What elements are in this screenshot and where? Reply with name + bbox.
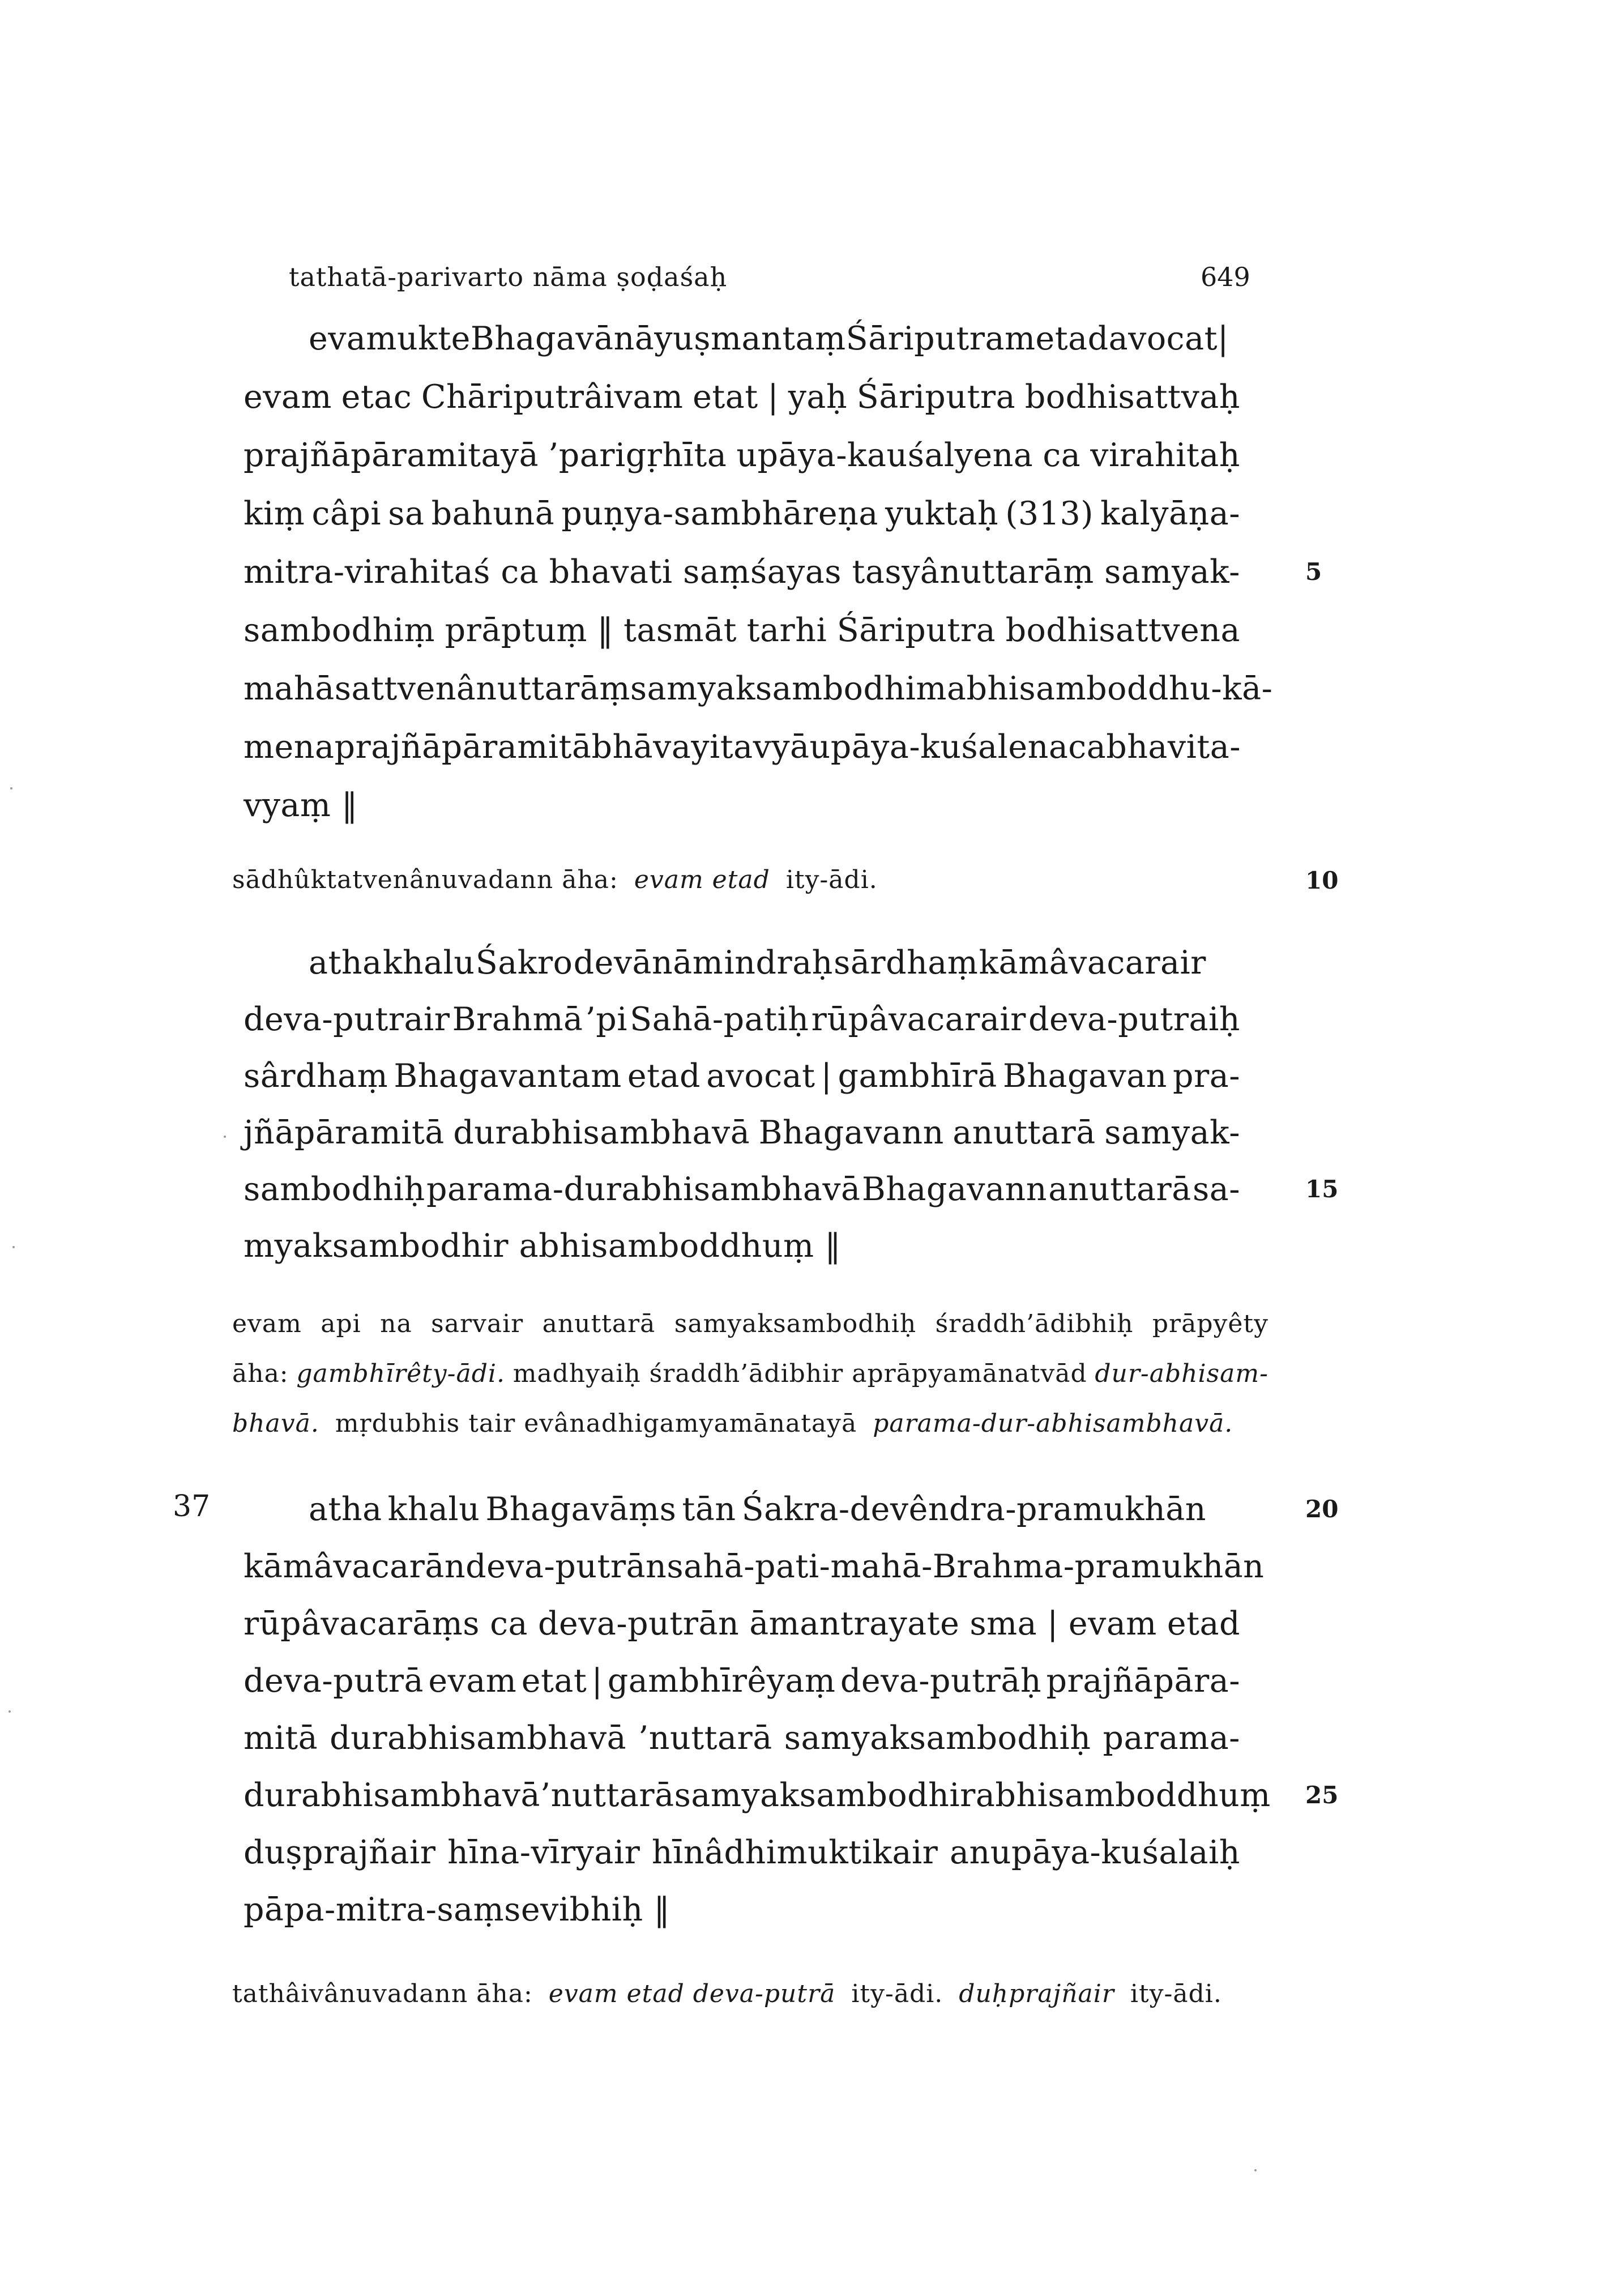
word: | <box>1217 320 1229 357</box>
text-line <box>244 1001 1240 1038</box>
word: durabhisambhavā <box>330 1719 627 1757</box>
word: ’nuttarā <box>638 1719 772 1757</box>
word: sambodhiḥ <box>244 1171 425 1208</box>
word: samyaksambodhir <box>674 1777 976 1814</box>
commentary-lead: sādhûktatvenânuvadann āha: <box>232 865 618 894</box>
word: ca <box>490 1605 528 1642</box>
text-line <box>309 944 1206 981</box>
word: sa- <box>1192 1171 1240 1208</box>
word: | <box>767 378 779 416</box>
word: Śakra-devêndra-pramukhān <box>741 1491 1206 1528</box>
word: kāmâvacarān <box>244 1548 466 1585</box>
text-line <box>309 1491 1206 1528</box>
word: atha <box>309 1491 382 1528</box>
commentary-quote: dur-abhisam- <box>1095 1359 1268 1388</box>
word: tān <box>682 1491 736 1528</box>
section-number: 37 <box>173 1490 211 1523</box>
word: ca <box>1043 437 1081 474</box>
word: | <box>821 1057 832 1095</box>
text-line <box>244 1057 1240 1095</box>
text-line <box>244 378 1240 416</box>
word: khalu <box>382 944 475 981</box>
text-line: pāpa-mitra-saṃsevibhiḥ ‖ <box>244 1891 670 1928</box>
word: Sahā-patiḥ <box>630 1001 809 1038</box>
text-line <box>244 437 1240 474</box>
text-line <box>244 612 1240 649</box>
commentary-quote: evam etad <box>634 865 770 894</box>
word: upāya-kuśalena <box>809 728 1069 766</box>
commentary-line <box>232 1359 1268 1388</box>
commentary-1 <box>232 865 1268 894</box>
text-line <box>244 495 1240 532</box>
word: Śakro <box>475 944 573 981</box>
word: câpi <box>311 495 382 532</box>
word: Bhagavantam <box>394 1057 622 1095</box>
word: samyak- <box>1104 1114 1240 1151</box>
word: na <box>380 1309 412 1338</box>
word: atha <box>309 944 382 981</box>
commentary-line <box>232 1309 1268 1338</box>
word: bodhisattvena <box>1005 612 1240 649</box>
text-line <box>244 1834 1240 1871</box>
word: abhisamboddhuṃ <box>975 1777 1271 1814</box>
word: prāptuṃ <box>445 612 587 649</box>
page-number: 649 <box>1201 262 1250 292</box>
word: jñāpāramitā <box>244 1114 445 1151</box>
word: avocat <box>706 1057 815 1095</box>
commentary-quote: duḥprajñair <box>959 1979 1114 2008</box>
word: abhisamboddhu-kā- <box>946 670 1273 707</box>
word: | <box>591 1662 603 1700</box>
word: Chāriputrâivam <box>421 378 684 416</box>
word: Bhagavan <box>1002 1057 1167 1095</box>
word: hīna-vīryair <box>447 1834 640 1871</box>
word: anuttarā <box>1048 1171 1191 1208</box>
commentary-quote: evam etad deva-putrā <box>548 1979 836 2008</box>
word: bahunā <box>431 495 555 532</box>
word: sârdhaṃ <box>244 1057 388 1095</box>
word: Bhagavāṃs <box>485 1491 677 1528</box>
word: śraddh’ādibhiḥ <box>935 1309 1134 1338</box>
margin-line-number: 15 <box>1305 1175 1339 1203</box>
word: Bhagavān <box>470 320 635 357</box>
word: deva-putrair <box>244 1001 450 1038</box>
scan-speck <box>12 1246 15 1248</box>
word: parama- <box>1103 1719 1240 1757</box>
word: bodhisattvaḥ <box>1024 378 1240 416</box>
word: gambhīrêyaṃ <box>607 1662 836 1700</box>
word: sma <box>969 1605 1037 1642</box>
margin-line-number: 25 <box>1305 1781 1339 1809</box>
scan-speck <box>1254 2169 1257 2171</box>
word: samyak- <box>1104 553 1240 591</box>
word: sārdhaṃ <box>834 944 979 981</box>
word: Śāriputra <box>836 612 996 649</box>
margin-line-number: 20 <box>1305 1495 1339 1523</box>
word: etad <box>1167 1605 1240 1642</box>
word: etad <box>627 1057 701 1095</box>
word: upāya-kauśalyena <box>736 437 1033 474</box>
text-line <box>244 1662 1240 1700</box>
word: evam <box>309 320 397 357</box>
word: yaḥ <box>788 378 848 416</box>
word: etat <box>521 1662 587 1700</box>
word: prajñāpāramitayā <box>244 437 539 474</box>
word: ’parigṛhīta <box>548 437 727 474</box>
word: prāpyêty <box>1152 1309 1268 1338</box>
word: etac <box>341 378 412 416</box>
scan-speck <box>224 1136 226 1138</box>
commentary-quote: parama-dur-abhisambhavā. <box>873 1409 1233 1438</box>
word: hīnâdhimuktikair <box>651 1834 938 1871</box>
word: deva-putraiḥ <box>1028 1001 1240 1038</box>
word: mena <box>244 728 335 766</box>
commentary-quote: bhavā. <box>232 1409 319 1438</box>
word: khalu <box>387 1491 480 1528</box>
word: ukte <box>396 320 471 357</box>
word: evam <box>232 1309 302 1338</box>
word: deva-putrāḥ <box>840 1662 1042 1700</box>
commentary-tail: ity-ādi. <box>785 865 878 894</box>
word: gambhīrā <box>838 1057 997 1095</box>
word: Bhagavann <box>861 1171 1047 1208</box>
word: tasyânuttarāṃ <box>852 553 1094 591</box>
word: Brahmā <box>452 1001 583 1038</box>
running-header: tathatā-parivarto nāma ṣoḍaśaḥ <box>289 262 728 292</box>
word: ‖ <box>597 612 614 649</box>
word: tarhi <box>746 612 827 649</box>
word: | <box>1047 1605 1058 1642</box>
word: (313) <box>1005 495 1094 532</box>
word: āyuṣmantaṃ <box>634 320 846 357</box>
word: samyaksambodhiḥ <box>784 1719 1091 1757</box>
word: ’pi <box>585 1001 628 1038</box>
word: evam <box>428 1662 517 1700</box>
word: devānām <box>573 944 724 981</box>
text-line <box>309 320 1229 357</box>
commentary-quote: gambhīrêty-ādi. <box>296 1359 505 1388</box>
commentary-text: ity-ādi. <box>851 1979 943 2008</box>
word: deva-putrān <box>465 1548 667 1585</box>
word: anuttarā <box>953 1114 1096 1151</box>
word: prajñāpāra- <box>1046 1662 1240 1700</box>
commentary-line <box>232 1409 1268 1438</box>
word: evam <box>244 378 332 416</box>
commentary-lead: āha: <box>232 1359 289 1388</box>
word: saṃśayas <box>683 553 842 591</box>
commentary-lead: tathâivânuvadann āha: <box>232 1979 533 2008</box>
word: bhāvayitavyā <box>591 728 810 766</box>
text-line <box>244 1605 1240 1642</box>
word: parama-durabhisambhavā <box>426 1171 861 1208</box>
word: samyaksambodhim <box>630 670 947 707</box>
word: durabhisambhavā <box>453 1114 750 1151</box>
word: evam <box>1068 1605 1157 1642</box>
word: samyaksambodhiḥ <box>674 1309 917 1338</box>
word: bhavati <box>549 553 673 591</box>
word: api <box>321 1309 361 1338</box>
word: ca <box>501 553 539 591</box>
text-line <box>244 1548 1265 1585</box>
word: pra- <box>1173 1057 1240 1095</box>
word: etad <box>1035 320 1109 357</box>
word: etat <box>693 378 758 416</box>
commentary-text: mṛdubhis tair evânadhigamyamānatayā <box>335 1409 857 1438</box>
word: kalyāṇa- <box>1100 495 1240 532</box>
word: sambodhiṃ <box>244 612 435 649</box>
text-line <box>244 1719 1240 1757</box>
word: puṇya-sambhāreṇa <box>561 495 878 532</box>
word: mahāsattvenânuttarāṃ <box>244 670 630 707</box>
commentary-tail: ity-ādi. <box>1130 1979 1222 2008</box>
word: ca <box>1068 728 1107 766</box>
word: Śāriputram <box>845 320 1036 357</box>
word: sahā-pati-mahā-Brahma-pramukhān <box>667 1548 1265 1585</box>
word: Bhagavann <box>758 1114 944 1151</box>
word: yuktaḥ <box>885 495 999 532</box>
word: sarvair <box>431 1309 524 1338</box>
word: kāmâvacarair <box>979 944 1206 981</box>
commentary-text: madhyaiḥ śraddh’ādibhir aprāpyamānatvād <box>512 1359 1087 1388</box>
text-line <box>244 1777 1271 1814</box>
word: indraḥ <box>724 944 833 981</box>
text-line: myaksambodhir abhisamboddhuṃ ‖ <box>244 1227 842 1265</box>
word: deva-putrā <box>244 1662 424 1700</box>
word: anupāya-kuśalaiḥ <box>950 1834 1240 1871</box>
text-line: vyaṃ ‖ <box>244 787 358 824</box>
word: tasmāt <box>623 612 737 649</box>
word: avocat <box>1108 320 1218 357</box>
word: mitā <box>244 1719 318 1757</box>
word: durabhisambhavā <box>244 1777 541 1814</box>
word: rūpâvacarair <box>811 1001 1026 1038</box>
word: rūpâvacarāṃs <box>244 1605 480 1642</box>
margin-line-number: 10 <box>1305 867 1339 894</box>
text-line <box>244 670 1273 707</box>
word: virahitaḥ <box>1090 437 1240 474</box>
word: āmantrayate <box>749 1605 960 1642</box>
commentary-3 <box>232 1979 1268 2008</box>
margin-line-number: 5 <box>1305 558 1322 586</box>
scan-speck <box>8 1710 11 1713</box>
text-line <box>244 553 1240 591</box>
word: kiṃ <box>244 495 305 532</box>
text-line <box>244 1171 1240 1208</box>
word: bhavita- <box>1106 728 1241 766</box>
word: duṣprajñair <box>244 1834 436 1871</box>
word: ’nuttarā <box>540 1777 674 1814</box>
word: deva-putrān <box>537 1605 740 1642</box>
text-line <box>244 1114 1240 1151</box>
word: Śāriputra <box>856 378 1016 416</box>
text-line <box>244 728 1240 766</box>
word: mitra-virahitaś <box>244 553 490 591</box>
scan-speck <box>10 787 12 789</box>
word: anuttarā <box>542 1309 656 1338</box>
word: sa <box>388 495 425 532</box>
word: prajñāpāramitā <box>334 728 592 766</box>
